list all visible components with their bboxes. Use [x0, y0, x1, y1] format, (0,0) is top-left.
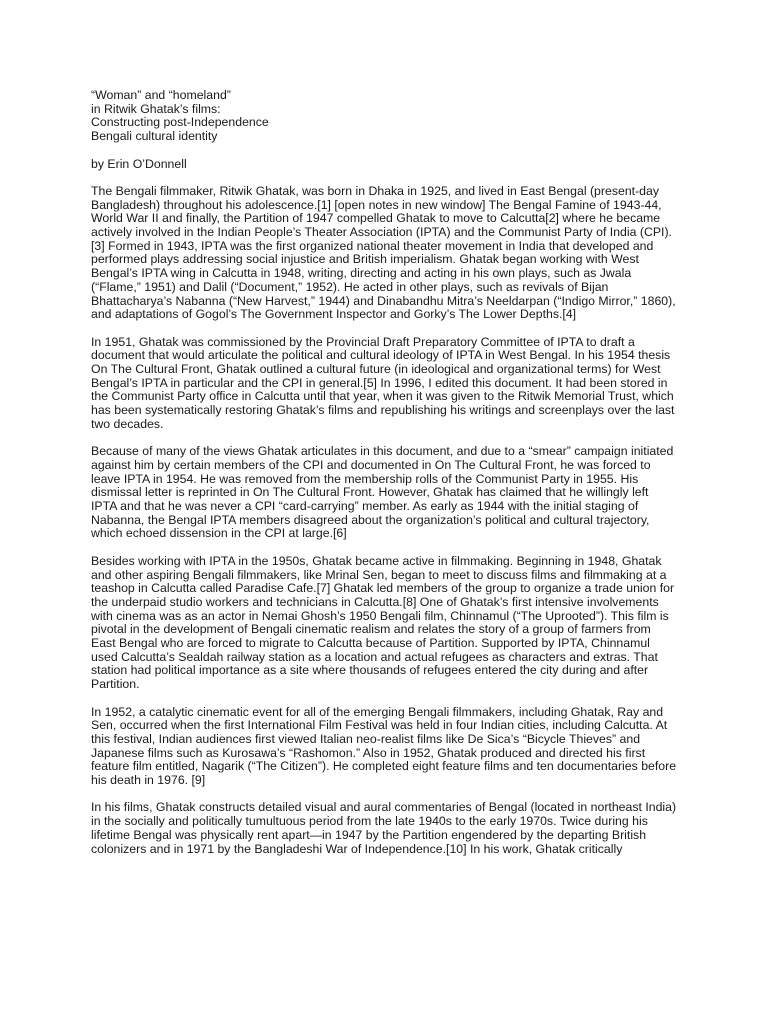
- text-line: two decades.: [91, 416, 164, 431]
- paragraph-4: [91, 555, 689, 692]
- text-line: used Calcutta’s Sealdah railway station as a location and actual refugees as characters and extras. That: [91, 649, 658, 664]
- text-line: On The Cultural Front, Ghatak outlined a cultural future (in ideological and organizational terms) for West: [91, 362, 661, 377]
- author-byline: by Erin O’Donnell: [91, 156, 187, 171]
- article-title: [91, 89, 689, 144]
- text-line: against him by certain members of the CPI and documented in On The Cultural Front, he was forced to: [91, 457, 651, 472]
- text-line: Bengal’s IPTA wing in Calcutta in 1948, writing, directing and acting in his own plays, such as Jwala: [91, 266, 632, 281]
- text-line: IPTA and that he was never a CPI “card-carrying” member. As early as 1944 with the initial staging of: [91, 499, 639, 514]
- text-line: the underpaid studio workers and technicians in Calcutta.[8] One of Ghatak’s first intensive involvements: [91, 594, 659, 609]
- text-line: the Communist Party office in Calcutta until that year, when it was given to the Ritwik Memorial Trust, which: [91, 389, 674, 404]
- text-line: The Bengali filmmaker, Ritwik Ghatak, was born in Dhaka in 1925, and lived in East Bengal (present-day: [91, 183, 659, 198]
- text-line: in the socially and politically tumultuous period from the late 1940s to the early 1970s. Twice during his: [91, 814, 648, 829]
- text-line: Japanese films such as Kurosawa’s “Rashomon.” Also in 1952, Ghatak produced and directed his first: [91, 745, 646, 760]
- text-line: which echoed dissension in the CPI at large.[6]: [91, 526, 347, 541]
- text-line: actively involved in the Indian People’s Theater Association (IPTA) and the Communist Party of India (CPI).: [91, 225, 672, 239]
- paragraph-6: [91, 801, 689, 856]
- text-line: with cinema was as an actor in Nemai Ghosh’s 1950 Bengali film, Chinnamul (“The Uprooted”). This film is: [91, 608, 669, 623]
- text-line: colonizers and in 1971 by the Bangladeshi War of Independence.[10] In his work, Ghatak critically: [91, 841, 623, 856]
- text-line: Nabanna, the Bengal IPTA members disagreed about the organization’s political and cultural trajectory,: [91, 512, 650, 527]
- text-line: performed plays addressing social injustice and British imperialism. Ghatak began working with West: [91, 252, 639, 267]
- text-line: Because of many of the views Ghatak articulates in this document, and due to a “smear” campaign initiated: [91, 444, 674, 459]
- text-line: lifetime Bengal was physically rent apart—in 1947 by the Partition engendered by the departing British: [91, 827, 647, 842]
- text-line: and other aspiring Bengali filmmakers, like Mrinal Sen, began to meet to discuss films and filmmaking at a: [91, 567, 667, 582]
- text-line: World War II and finally, the Partition of 1947 compelled Ghatak to move to Calcutta[2] where he became: [91, 211, 661, 226]
- text-line: East Bengal who are forced to migrate to Calcutta because of Partition. Supported by IPTA, Chinnamul: [91, 636, 650, 651]
- text-line: [3] Formed in 1943, IPTA was the first organized national theater movement in India that developed and: [91, 238, 654, 253]
- paragraph-3: [91, 445, 689, 541]
- title-line: “Woman” and “homeland”: [91, 88, 231, 102]
- text-line: his death in 1976. [9]: [91, 773, 206, 788]
- text-line: leave IPTA in 1954. He was removed from the membership rolls of the Communist Party in 1955. His: [91, 471, 639, 486]
- text-line: (“Flame,” 1951) and Dalil (“Document,” 1952). He acted in other plays, such as revivals of Bijan: [91, 279, 609, 294]
- text-line: Partition.: [91, 677, 140, 692]
- text-line: this festival, Indian audiences first viewed Italian neo-realist films like De Sica’s “Bicycle Thieves” and: [91, 731, 641, 746]
- title-line: Bengali cultural identity: [91, 129, 218, 144]
- text-line: feature film entitled, Nagarik (“The Citizen”). He completed eight feature films and ten documentaries before: [91, 759, 677, 774]
- title-line: in Ritwik Ghatak’s films:: [91, 101, 221, 116]
- text-line: In 1951, Ghatak was commissioned by the Provincial Draft Preparatory Committee of IPTA to draft a: [91, 334, 635, 349]
- text-line: pivotal in the development of Bengali cinematic realism and relates the story of a group of farmers from: [91, 622, 651, 637]
- text-line: has been systematically restoring Ghatak’s films and republishing his writings and screenplays over the last: [91, 403, 675, 418]
- article-body: [91, 89, 689, 870]
- text-line: Bhattacharya’s Nabanna (“New Harvest,” 1944) and Dinabandhu Mitra’s Neeldarpan (“Indigo Mirror,” 1860),: [91, 293, 676, 308]
- title-line: Constructing post-Independence: [91, 115, 269, 130]
- paragraph-1: [91, 185, 689, 322]
- paragraph-2: [91, 336, 689, 432]
- text-line: Bengal’s IPTA in particular and the CPI in general.[5] In 1996, I edited this document. It had been stored in: [91, 375, 668, 390]
- text-line: document that would articulate the political and cultural ideology of IPTA in West Bengal. In his 1954 thesis: [91, 348, 671, 363]
- text-line: and adaptations of Gogol’s The Government Inspector and Gorky’s The Lower Depths.[4]: [91, 307, 577, 322]
- text-line: Sen, occurred when the first International Film Festival was held in four Indian cities, including Calcutta. At: [91, 718, 668, 733]
- text-line: station had political importance as a site where thousands of refugees entered the city during and after: [91, 663, 649, 678]
- text-line: Bangladesh) throughout his adolescence.[1] [open notes in new window] The Bengal Famine of 1943-44,: [91, 197, 662, 212]
- paragraph-5: [91, 706, 689, 788]
- text-line: Besides working with IPTA in the 1950s, Ghatak became active in filmmaking. Beginning in 1948, Ghatak: [91, 553, 662, 568]
- text-line: In 1952, a catalytic cinematic event for all of the emerging Bengali filmmakers, including Ghatak, Ray and: [91, 704, 664, 719]
- text-line: dismissal letter is reprinted in On The Cultural Front. However, Ghatak has claimed that he willingly left: [91, 485, 649, 500]
- text-line: In his films, Ghatak constructs detailed visual and aural commentaries of Bengal (located in northeast India): [91, 800, 677, 815]
- text-line: teashop in Calcutta called Paradise Cafe.[7] Ghatak led members of the group to organize a trade union for: [91, 581, 675, 596]
